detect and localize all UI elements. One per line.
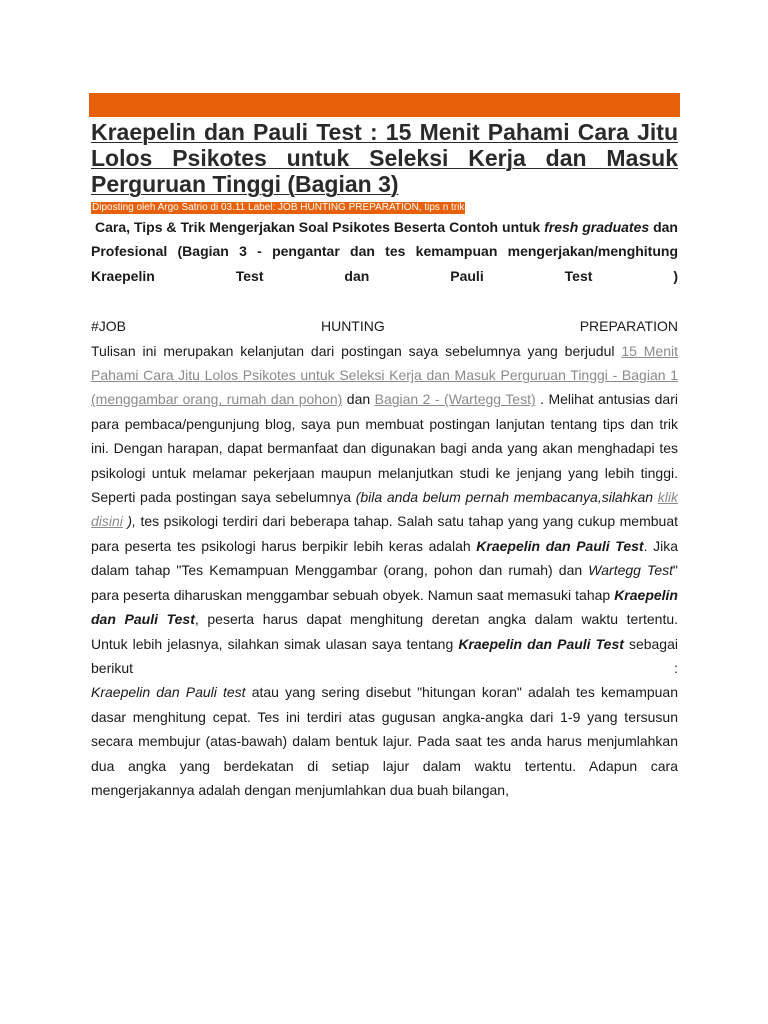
p2-text-3: atau yang sering disebut "hitungan koran" adalah tes kemampuan dasar menghitung cepat. Tes ini terdiri atas gugusan angka-angka dari 1-9 yang tersusun secara membujur (atas-bawah) dalam bentuk lajur. Pada saat tes anda harus menjumlahkan dua angka yang berdekatan di setiap lajur dalam waktu tertentu. Adapun cara mengerjakannya adalah dengan menjumlahkan dua buah bilangan, [91,684,678,798]
p1-bold-2: Kraepelin dan Pauli Test [91,586,678,628]
p1-italic-3: Wartegg Test [588,562,673,579]
intro-paragraph [91,215,678,288]
p1-text-1: Tulisan ini merupakan kelanjutan dari postingan saya sebelumnya yang berjudul [91,342,622,359]
link-bagian-2[interactable]: Bagian 2 - (Wartegg Test) [374,391,536,408]
paragraph-2 [91,632,678,803]
p1-text-2: dan [342,391,375,408]
intro-emphasis: fresh graduates [544,219,650,235]
post-content [91,119,678,802]
p1-italic-2: ), [122,513,136,530]
tag-line [91,314,678,338]
link-klik-disini[interactable]: klik disini [91,489,678,530]
p2-bold-1: Kraepelin dan Pauli Test [458,635,624,652]
p1-text-6: " para peserta diharuskan menggambar sebuah obyek. Namun saat memasuki tahap [91,562,678,603]
tag-preparation: PREPARATION [579,318,678,335]
p2-line-1 [91,632,678,681]
post-meta: Diposting oleh Argo Satrio di 03.11 Label: JOB HUNTING PREPARATION, tips n trik [92,202,465,213]
header-bar [89,93,680,117]
link-bagian-1[interactable]: 15 Menit Pahami Cara Jitu Lolos Psikotes untuk Seleksi Kerja dan Masuk Perguruan Tinggi - Bagian 1 (menggambar orang, rumah dan pohon) [91,342,678,408]
tag-job: #JOB [91,318,127,335]
p1-text-3: . Melihat antusias dari para pembaca/pengunjung blog, saya pun membuat postingan lanjutan tentang tips dan trik ini. Dengan harapan, dapat bermanfaat dan digunakan bagi anda yang akan menghadapi tes psikologi untuk melamar pekerjaan maupun melanjutkan studi ke jenjang yang lebih tinggi. Seperti pada postingan saya sebelumnya [91,391,678,506]
p2-text-1: Untuk lebih jelasnya, silahkan simak ulasan saya tentang [91,635,459,652]
tag-hunting: HUNTING [320,318,385,335]
post-title[interactable]: Kraepelin dan Pauli Test : 15 Menit Pahami Cara Jitu Lolos Psikotes untuk Seleksi Kerja dan Masuk Perguruan Tinggi (Bagian 3) [91,119,678,197]
p1-text-7: , peserta harus dapat menghitung deretan angka dalam waktu tertentu. [194,611,679,628]
p1-italic-1: (bila anda belum pernah membacanya,silahkan [355,489,658,506]
paragraph-1 [91,339,678,632]
p2-italic-1: Kraepelin dan Pauli test [91,684,246,701]
p1-text-4: tes psikologi terdiri dari beberapa tahap. Salah satu tahap yang yang cukup membuat para peserta tes psikologi harus berpikir lebih keras adalah [91,513,678,554]
p1-text-5: . Jika dalam tahap "Tes Kemampuan Menggambar (orang, pohon dan rumah) dan [91,537,678,579]
intro-text-1: Cara, Tips & Trik Mengerjakan Soal Psikotes Beserta Contoh untuk [95,219,545,235]
intro-text-2: dan Profesional (Bagian 3 - pengantar dan tes kemampuan mengerjakan/menghitung Kraepelin Test dan Pauli Test ) [91,219,678,284]
p1-bold-1: Kraepelin dan Pauli Test [476,537,644,554]
p2-text-2: sebagai berikut : [91,635,678,676]
